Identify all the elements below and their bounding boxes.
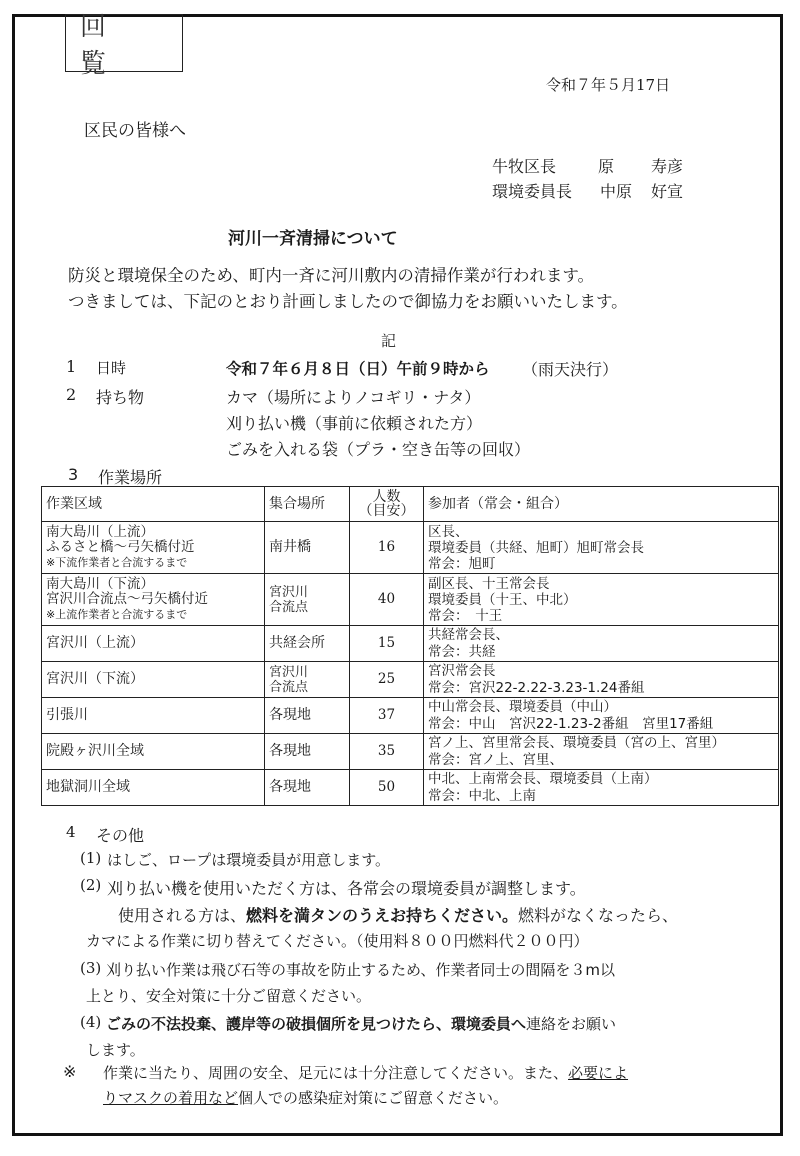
- cell-participants: [424, 770, 779, 806]
- table-row: [42, 522, 779, 574]
- footnote-line: [103, 1062, 628, 1083]
- item-number: 3: [68, 465, 79, 484]
- participant-line: 常会：共経: [428, 643, 496, 660]
- area-line: 引張川: [46, 707, 88, 723]
- footnote-line: [103, 1087, 508, 1108]
- table-row: [42, 626, 779, 662]
- area-note: ※下流作業者と合流するまで: [46, 556, 188, 569]
- cell-headcount: 25: [350, 662, 424, 698]
- participant-line: 環境委員（十王、中北）: [428, 591, 577, 608]
- cell-area: [42, 626, 265, 662]
- signatory-given-name: 好宣: [651, 182, 684, 201]
- participant-line: 宮沢常会長: [428, 662, 496, 679]
- area-line: 宮沢川合流点～弓矢橋付近: [46, 591, 208, 607]
- cell-meeting-place: [265, 574, 350, 626]
- signatory-role: 環境委員長: [492, 182, 573, 201]
- table-header-row: [42, 487, 779, 522]
- meeting-line: 各現地: [269, 743, 311, 759]
- header-headcount: [350, 487, 424, 522]
- cell-headcount: 16: [350, 522, 424, 574]
- dumping-emphasis: ごみの不法投棄、護岸等の破損個所を見つけたら、環境委員へ: [106, 1015, 527, 1033]
- meeting-line: 宮沢川: [269, 584, 309, 600]
- cell-meeting-place: [265, 698, 350, 734]
- header-meeting-place: 集合場所: [265, 487, 350, 522]
- area-line: 宮沢川（下流）: [46, 671, 144, 687]
- cell-meeting-place: [265, 770, 350, 806]
- item-number: 1: [66, 357, 77, 376]
- cell-meeting-place: [265, 626, 350, 662]
- note-number: (2): [80, 876, 102, 894]
- note-number: (3): [80, 959, 102, 977]
- meeting-line: 共経会所: [269, 635, 325, 651]
- footnote-underlined: 必要によ: [568, 1064, 629, 1082]
- participant-line: 常会：旭町: [428, 555, 496, 572]
- cell-headcount: 50: [350, 770, 424, 806]
- note-text: 刈り払い作業は飛び石等の事故を防止するため、作業者同士の間隔を３m以: [106, 961, 616, 979]
- area-line: 院殿ヶ沢川全域: [46, 743, 144, 759]
- item-number: 4: [66, 823, 76, 841]
- meeting-line: 合流点: [269, 599, 309, 615]
- signatory-given-name: 寿彦: [651, 157, 684, 176]
- note-text-plain: 使用される方は、: [118, 906, 247, 925]
- cell-area: [42, 662, 265, 698]
- meeting-line: 各現地: [269, 779, 311, 795]
- table-row: [42, 734, 779, 770]
- participant-line: 環境委員（共経、旭町）旭町常会長: [428, 539, 644, 556]
- cell-headcount: 40: [350, 574, 424, 626]
- note-text: します。: [86, 1041, 145, 1059]
- area-note: ※上流作業者と合流するまで: [46, 608, 188, 621]
- participant-line: 区長、: [428, 523, 469, 540]
- section-other-label: その他: [96, 826, 145, 845]
- participant-line: 常会：中北、上南: [428, 787, 536, 804]
- item-label: 作業場所: [98, 468, 163, 487]
- participant-line: 常会：宮沢22-2.22-3.23-1.24番組: [428, 679, 645, 696]
- event-datetime: 令和７年６月８日（日）午前９時から: [226, 360, 490, 378]
- header-headcount-note: （目安）: [358, 503, 415, 519]
- header-headcount-label: 人数: [372, 489, 401, 505]
- cell-participants: [424, 626, 779, 662]
- participant-line: 常会：中山 宮沢22-1.23-2番組 宮里17番組: [428, 715, 714, 732]
- reference-mark: ※: [63, 1062, 77, 1081]
- area-line: 宮沢川（上流）: [46, 635, 144, 651]
- cell-participants: [424, 698, 779, 734]
- note-text: 刈り払い機を使用いただく方は、各常会の環境委員が調整します。: [107, 879, 586, 898]
- note-text: 上とり、安全対策に十分ご留意ください。: [86, 987, 372, 1005]
- meeting-line: 合流点: [269, 679, 309, 695]
- signatory-family-name: 中原: [600, 182, 633, 201]
- note-number: (1): [80, 849, 102, 867]
- area-line: 南大島川（上流）: [46, 524, 154, 540]
- signatory-role: 牛牧区長: [492, 157, 557, 176]
- table-row: [42, 698, 779, 734]
- ki-heading: 記: [381, 332, 397, 350]
- cell-meeting-place: [265, 522, 350, 574]
- footnote-text: 個人での感染症対策にご留意ください。: [238, 1089, 509, 1107]
- meeting-line: 宮沢川: [269, 664, 309, 680]
- meeting-line: 南井橋: [269, 539, 311, 555]
- item-label: 日時: [96, 359, 127, 377]
- cell-participants: [424, 662, 779, 698]
- belonging-entry: カマ（場所によりノコギリ・ナタ）: [226, 388, 481, 407]
- cell-participants: [424, 522, 779, 574]
- cell-area: [42, 734, 265, 770]
- participant-line: 中北、上南常会長、環境委員（上南）: [428, 770, 658, 787]
- item-number: 2: [66, 385, 77, 404]
- table-row: [42, 770, 779, 806]
- work-area-table: [41, 486, 779, 806]
- participant-line: 中山常会長、環境委員（中山）: [428, 698, 617, 715]
- header-participants: 参加者（常会・組合）: [424, 487, 779, 522]
- area-line: ふるさと橋～弓矢橋付近: [46, 539, 195, 555]
- participant-line: 共経常会長、: [428, 626, 509, 643]
- cell-area: [42, 698, 265, 734]
- fuel-emphasis: 燃料を満タンのうえお持ちください。: [246, 906, 519, 925]
- area-line: 南大島川（下流）: [46, 576, 154, 592]
- footnote-underlined: りマスクの着用など: [103, 1089, 239, 1107]
- note-text-plain: 連絡をお願い: [526, 1015, 617, 1033]
- item-label: 持ち物: [96, 388, 145, 407]
- cell-headcount: 35: [350, 734, 424, 770]
- cell-participants: [424, 734, 779, 770]
- rain-note: （雨天決行）: [522, 360, 619, 379]
- belonging-entry: 刈り払い機（事前に依頼された方）: [226, 414, 483, 433]
- area-line: 地獄洞川全域: [46, 779, 130, 795]
- note-text: はしご、ロープは環境委員が用意します。: [107, 851, 391, 869]
- document-title: 河川一斉清掃について: [228, 229, 398, 249]
- participant-line: 常会：宮ノ上、宮里、: [428, 751, 563, 768]
- cell-meeting-place: [265, 662, 350, 698]
- intro-line: つきましては、下記のとおり計画しましたので御協力をお願いいたします。: [68, 292, 628, 311]
- signatory-family-name: 原: [598, 157, 615, 176]
- circulation-stamp: 回 覧: [65, 14, 183, 72]
- intro-line: 防災と環境保全のため、町内一斉に河川敷内の清掃作業が行われます。: [68, 266, 595, 285]
- participant-line: 常会： 十王: [428, 607, 503, 624]
- note-text-plain: 燃料がなくなったら、: [518, 906, 679, 925]
- note-text: [118, 903, 678, 926]
- meeting-line: 各現地: [269, 707, 311, 723]
- belonging-entry: ごみを入れる袋（プラ・空き缶等の回収）: [226, 440, 531, 459]
- cell-headcount: 15: [350, 626, 424, 662]
- issue-date: 令和７年５月17日: [546, 76, 671, 94]
- cell-area: [42, 522, 265, 574]
- addressee: 区民の皆様へ: [84, 121, 186, 141]
- note-text: [106, 1013, 616, 1034]
- table-row: [42, 662, 779, 698]
- note-text: カマによる作業に切り替えてください。（使用料８００円燃料代２００円）: [86, 932, 589, 950]
- cell-participants: [424, 574, 779, 626]
- table-row: [42, 574, 779, 626]
- participant-line: 宮ノ上、宮里常会長、環境委員（宮の上、宮里）: [428, 734, 725, 751]
- cell-headcount: 37: [350, 698, 424, 734]
- cell-meeting-place: [265, 734, 350, 770]
- participant-line: 副区長、十王常会長: [428, 575, 550, 592]
- cell-area: [42, 574, 265, 626]
- cell-area: [42, 770, 265, 806]
- footnote-text: 作業に当たり、周囲の安全、足元には十分注意してください。また、: [103, 1064, 569, 1082]
- header-area: 作業区域: [42, 487, 265, 522]
- note-number: (4): [80, 1013, 102, 1031]
